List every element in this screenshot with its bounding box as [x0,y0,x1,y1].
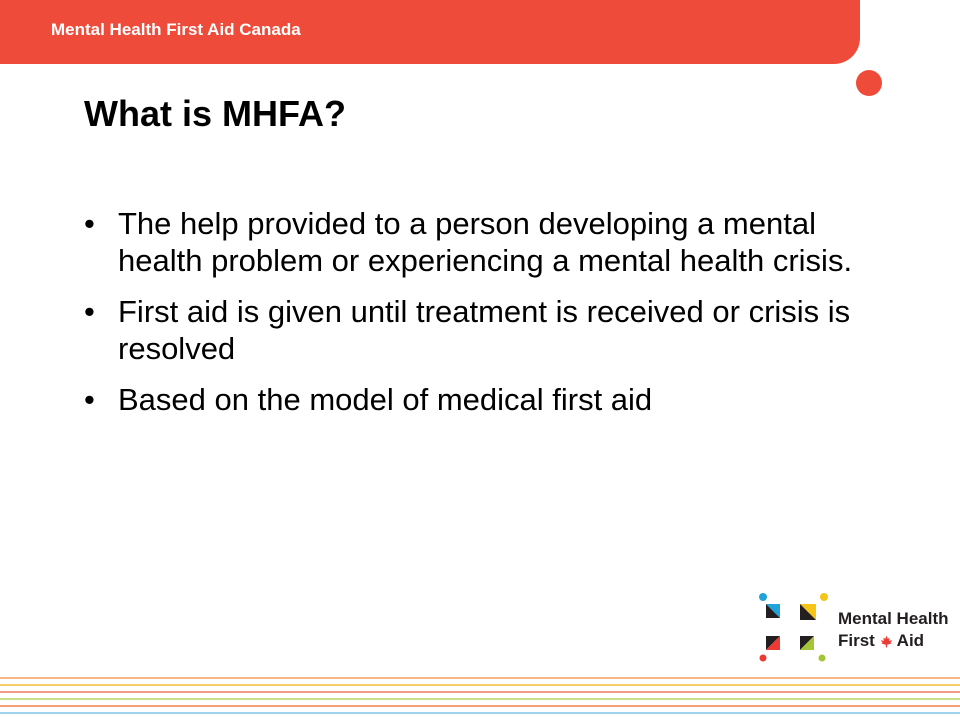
bullet-text: First aid is given until treatment is received or crisis is resolved [118,294,851,366]
bullet-dot: • [84,294,95,329]
footer-stripes [0,675,960,720]
logo-tile-blue [759,593,780,618]
bullet-item [84,381,864,418]
bullet-list [84,205,864,432]
header-label: Mental Health First Aid Canada [51,20,301,39]
logo-line-2 [838,630,949,652]
logo-word-aid: Aid [896,631,925,650]
slide-title: What is MHFA? [84,93,346,134]
bullet-dot: • [84,206,95,241]
logo-line-1: Mental Health [838,609,949,628]
header-band [0,0,860,64]
logo-tile-red [760,636,781,662]
logo-wordmark [838,608,949,652]
bullet-text: Based on the model of medical first aid [118,382,653,417]
maple-leaf-icon [880,635,893,648]
bullet-dot: • [84,382,95,417]
logo-tile-green [800,636,826,662]
accent-dot [856,70,882,96]
logo-tile-yellow [800,593,828,620]
bullet-item [84,205,864,279]
logo-word-first: First [838,631,875,650]
bullet-item [84,293,864,367]
bullet-text: The help provided to a person developing a mental health problem or experiencing a mental health crisis. [118,206,853,278]
